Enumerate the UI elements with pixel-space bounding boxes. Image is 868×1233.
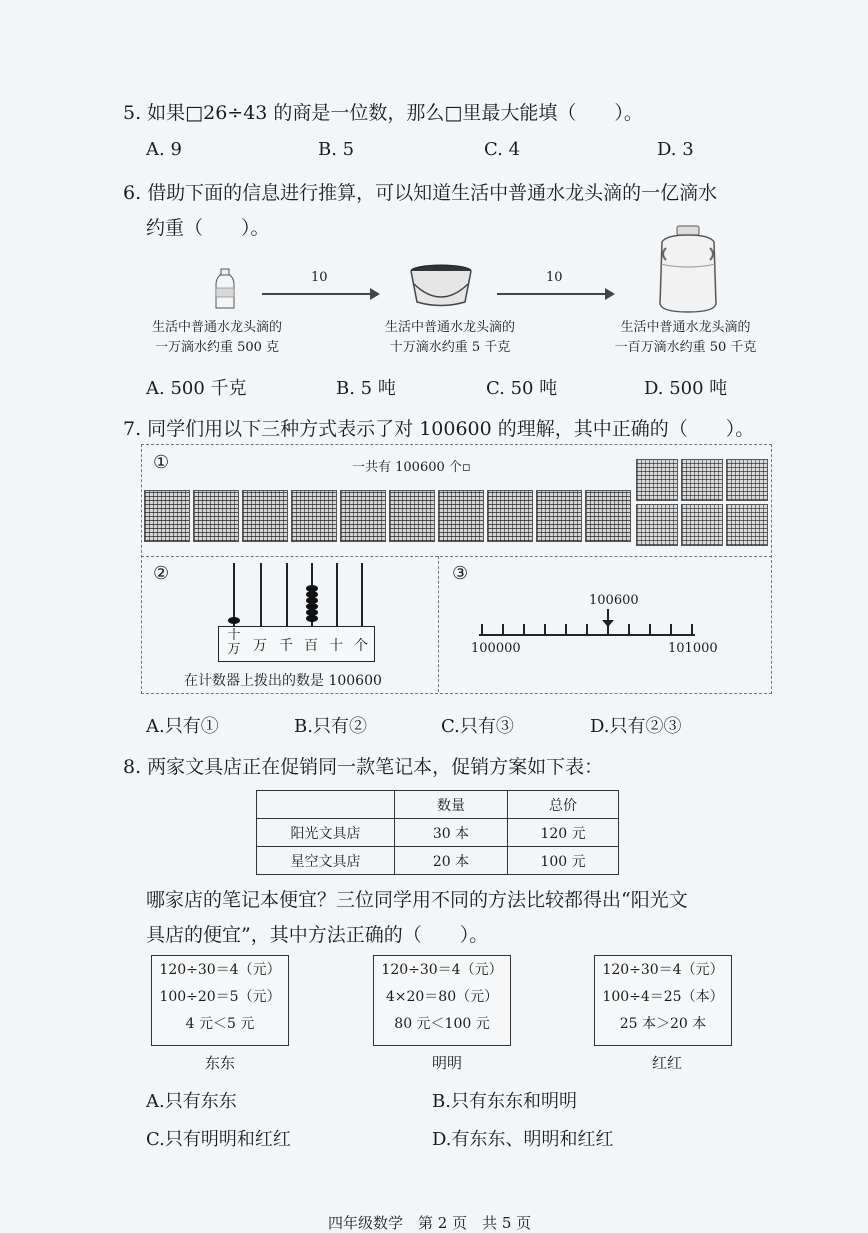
q6-option-a[interactable]: A. 500 千克 [146,378,247,399]
page-footer: 四年级数学 第 2 页 共 5 页 [328,1214,532,1232]
table-cell: 30 本 [395,819,508,847]
q7-option-a[interactable]: A.只有① [146,716,219,737]
q6-text-line1: 6. 借助下面的信息进行推算，可以知道生活中普通水龙头滴的一亿滴水 [123,182,718,204]
thousand-cube [389,490,435,542]
q5-option-a[interactable]: A. 9 [146,139,182,160]
method-line: 80 元＜100 元 [394,1016,490,1032]
method-line: 100÷20＝5（元） [159,989,281,1005]
p2-number: ② [153,563,170,584]
number-line-left-label: 100000 [471,641,521,656]
hundred-flat [681,459,723,501]
cap2-line2: 十万滴水约重 5 千克 [389,340,511,355]
thousand-cube [340,490,386,542]
table-cell: 星空文具店 [257,847,395,875]
cap1-line2: 一万滴水约重 500 克 [154,340,280,355]
hundred-flat [681,504,723,546]
table-cell: 120 元 [508,819,619,847]
thousand-cube [144,490,190,542]
water-barrel-icon [656,224,720,314]
abacus-rod [361,563,363,627]
hundred-flat [636,504,678,546]
q5-option-b[interactable]: B. 5 [318,139,355,160]
price-table [256,790,619,875]
abacus-label-shi: 十 [329,638,343,654]
p1-number: ① [153,452,170,473]
method-line: 120÷30＝4（元） [381,962,503,978]
q8-option-d[interactable]: D.有东东、明明和红红 [432,1129,614,1150]
hundred-flat [726,459,768,501]
table-row [257,847,619,875]
q7-option-c[interactable]: C.只有③ [441,716,514,737]
method-box-dongdong [151,955,289,1046]
number-line-mark-label: 100600 [589,593,639,608]
q8-para-line1: 哪家店的笔记本便宜？三位同学用不同的方法比较都得出“阳光文 [146,889,688,911]
abacus-label-qian: 千 [279,638,293,654]
cap3-line2: 一百万滴水约重 50 千克 [614,340,757,355]
abacus-rod [286,563,288,627]
abacus-label-wan: 万 [253,638,267,654]
q6-option-b[interactable]: B. 5 吨 [336,378,396,399]
method-name-mingming: 明明 [432,1054,463,1072]
arrow-label-2: 10 [546,270,563,285]
cap1-line1: 生活中普通水龙头滴的 [151,320,282,335]
bucket-icon [408,262,474,312]
thousand-cube [536,490,582,542]
method-name-dongdong: 东东 [205,1054,236,1072]
cap3-line1: 生活中普通水龙头滴的 [620,320,751,335]
method-box-mingming [373,955,511,1046]
q5-option-d[interactable]: D. 3 [657,139,694,160]
method-line: 4×20＝80（元） [385,989,499,1005]
table-header-cell: 总价 [508,791,619,819]
q6-option-d[interactable]: D. 500 吨 [644,378,728,399]
q8-option-b[interactable]: B.只有东东和明明 [432,1091,577,1112]
table-header-cell [257,791,395,819]
arrow-1 [262,293,378,295]
table-header-row [257,791,619,819]
p1-caption: 一共有 100600 个▫ [352,460,471,475]
table-cell: 100 元 [508,847,619,875]
q7-option-d[interactable]: D.只有②③ [590,716,682,737]
method-line: 25 本＞20 本 [619,1016,707,1032]
table-cell: 阳光文具店 [257,819,395,847]
hundred-flat [726,504,768,546]
hundred-flat [636,459,678,501]
method-box-honghong [594,955,732,1046]
q8-option-a[interactable]: A.只有东东 [146,1091,237,1112]
p3-number: ③ [452,563,469,584]
arrow-label-1: 10 [311,270,328,285]
method-line: 100÷4＝25（本） [602,989,724,1005]
q8-text: 8. 两家文具店正在促销同一款笔记本，促销方案如下表： [123,756,604,778]
table-header-cell: 数量 [395,791,508,819]
method-line: 120÷30＝4（元） [602,962,724,978]
q8-para-line2: 具店的便宜”，其中方法正确的（ ）。 [146,924,489,946]
arrow-2 [497,293,613,295]
number-line-arrowhead [602,620,614,627]
thousand-cube [242,490,288,542]
thousand-cube [438,490,484,542]
abacus-rod [260,563,262,627]
number-line-right-label: 101000 [668,641,718,656]
abacus-label-bai: 百 [304,638,318,654]
q6-option-c[interactable]: C. 50 吨 [486,378,558,399]
p2-caption: 在计数器上拨出的数是 100600 [184,673,382,689]
cap2-line1: 生活中普通水龙头滴的 [384,320,515,335]
thousand-cube [487,490,533,542]
abacus-label-shiwan: 十 万 [227,628,241,657]
abacus-label-ge: 个 [354,638,368,654]
q7-divider-v [438,556,439,692]
abacus-base [218,626,375,662]
abacus-rod [336,563,338,627]
q7-option-b[interactable]: B.只有② [294,716,367,737]
thousand-cube [585,490,631,542]
q5-option-c[interactable]: C. 4 [484,139,521,160]
method-line: 120÷30＝4（元） [159,962,281,978]
table-cell: 20 本 [395,847,508,875]
thousand-cube [193,490,239,542]
method-name-honghong: 红红 [652,1054,683,1072]
q7-divider-h [141,556,772,557]
q5-text: 5. 如果□26÷43 的商是一位数，那么□里最大能填（ ）。 [123,102,643,124]
table-row [257,819,619,847]
number-line [479,634,695,636]
bottle-icon [213,268,237,310]
abacus-bead [306,615,318,622]
number-line-ticks [481,624,693,634]
abacus-bead [228,617,240,624]
q8-option-c[interactable]: C.只有明明和红红 [146,1129,291,1150]
method-line: 4 元＜5 元 [185,1016,255,1032]
q6-text-line2: 约重（ ）。 [146,217,270,239]
thousand-cube [291,490,337,542]
q7-text: 7. 同学们用以下三种方式表示了对 100600 的理解，其中正确的（ ）。 [123,418,755,440]
